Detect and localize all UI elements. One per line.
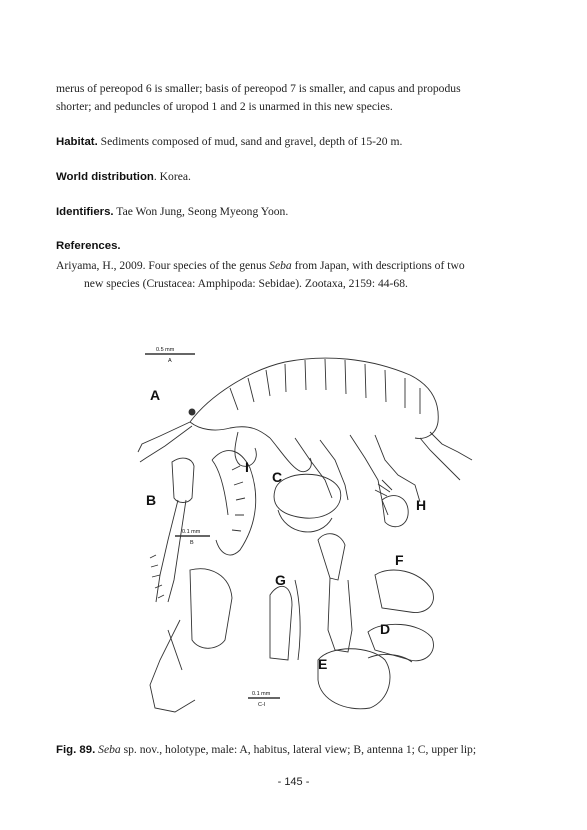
habitus-antenna-2 [140, 426, 192, 462]
reference-entry [56, 257, 531, 293]
habitat-paragraph [56, 133, 531, 151]
scale-a-text: 0.5 mm [156, 347, 175, 353]
caption-label: Fig. 89. [56, 744, 96, 756]
references-heading: References. [56, 240, 121, 252]
upper-lip [274, 474, 341, 518]
panel-label-d: D [380, 621, 391, 637]
page-number: - 145 - [277, 776, 310, 788]
reference-line-2: new species (Crustacea: Amphipoda: Sebidae). Zootaxa, 2159: 44-68. [84, 277, 408, 290]
identifiers-text: Tae Won Jung, Seong Myeong Yoon. [113, 205, 289, 218]
maxilla-g [270, 586, 292, 660]
pereopod-segment [190, 569, 232, 649]
reference-part-a: Ariyama, H., 2009. Four species of the genus [56, 259, 270, 272]
panel-label-g: G [275, 572, 286, 588]
distribution-text: . Korea. [153, 170, 191, 183]
scale-b-letter: B [190, 540, 194, 546]
panel-label-c: C [272, 469, 283, 485]
panel-label-b: B [146, 492, 157, 508]
figure-caption [56, 741, 536, 759]
scale-ci-letter: C-I [258, 702, 266, 708]
distribution-label: World distribution [56, 171, 154, 183]
panel-label-a: A [150, 387, 161, 403]
panel-label-i: I [245, 459, 249, 475]
mouthpart-f [375, 570, 433, 613]
identifiers-paragraph [56, 203, 531, 221]
caption-text: sp. nov., holotype, male: A, habitus, lateral view; B, antenna 1; C, upper lip; [120, 743, 477, 756]
caption-genus: Seba [98, 743, 121, 756]
gnathopod-outline [212, 451, 256, 555]
panel-label-h: H [416, 497, 427, 513]
reference-genus: Seba [269, 259, 292, 272]
habitat-label: Habitat. [56, 136, 98, 148]
scale-b-text: 0.1 mm [182, 529, 201, 535]
panel-label-f: F [395, 552, 404, 568]
antenna-1-base [172, 458, 194, 502]
habitat-text: Sediments composed of mud, sand and gravel, depth of 15-20 m. [97, 135, 403, 148]
maxilliped-basal-plate [318, 649, 390, 709]
intro-paragraph [56, 80, 531, 116]
intro-line-1: merus of pereopod 6 is smaller; basis of pereopod 7 is smaller, and capus and propodus [56, 82, 461, 95]
panel-label-e: E [318, 656, 328, 672]
habitus-eye [189, 409, 195, 415]
plate-drawing [120, 340, 480, 730]
figure-89-plate [120, 340, 480, 730]
scale-ci-text: 0.1 mm [252, 691, 271, 697]
scale-a-letter: A [168, 358, 172, 364]
intro-line-2: shorter; and peduncles of uropod 1 and 2 is unarmed in this new species. [56, 100, 393, 113]
habitus-dorsal-outline [190, 358, 438, 438]
distribution-paragraph [56, 168, 531, 186]
maxilliped-palp [318, 534, 345, 580]
reference-part-b: from Japan, with descriptions of two [291, 259, 465, 272]
habitus-antenna-1 [138, 422, 190, 452]
references-heading-row [56, 237, 531, 255]
identifiers-label: Identifiers. [56, 206, 114, 218]
